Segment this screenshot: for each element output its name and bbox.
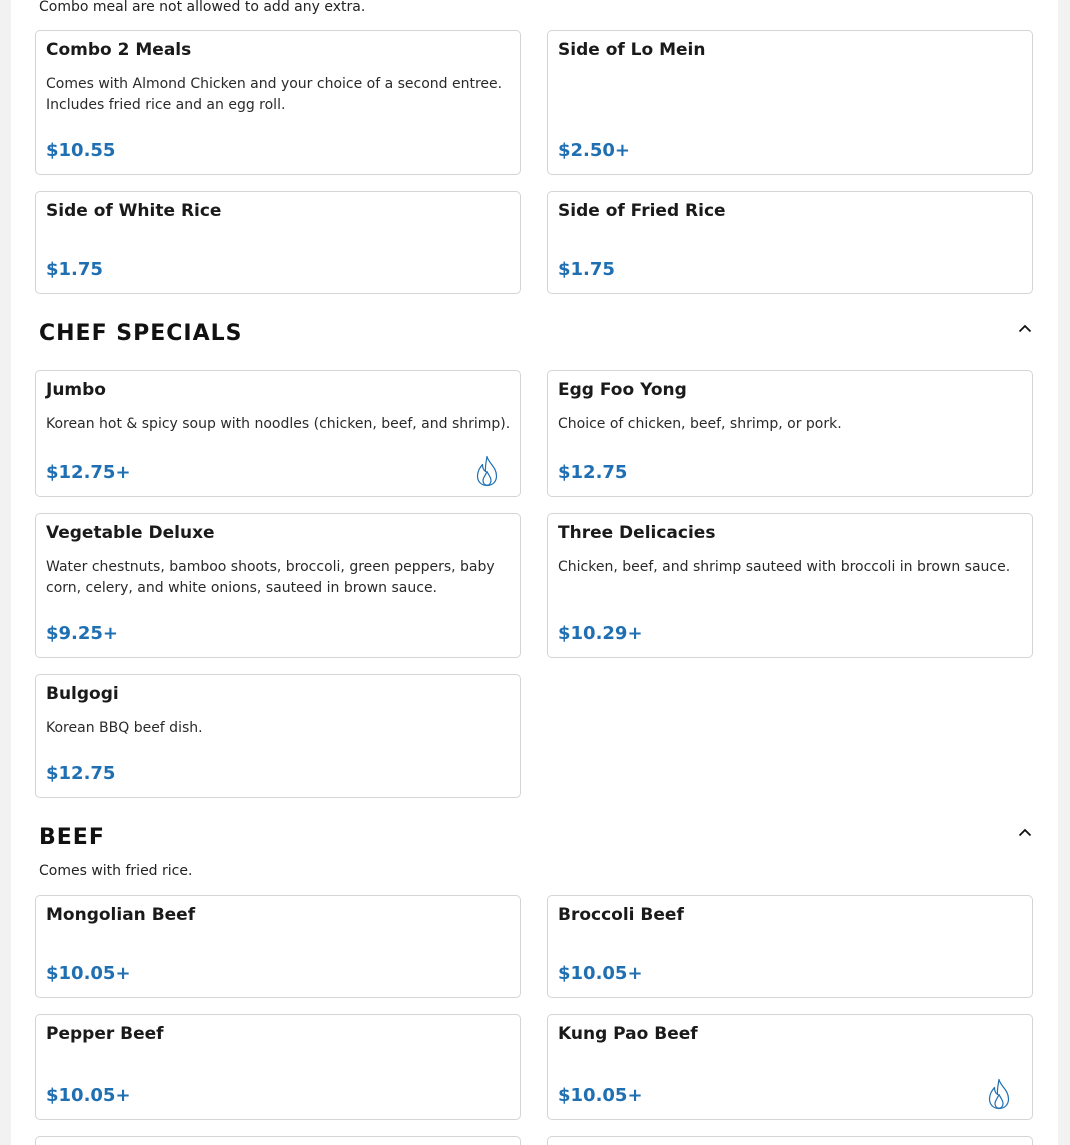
item-name: Side of Lo Mein (558, 40, 706, 60)
menu-item-card[interactable] (35, 1014, 521, 1120)
chevron-up-icon (1018, 324, 1032, 333)
menu-item-card[interactable] (547, 191, 1033, 294)
chevron-up-icon (1018, 828, 1032, 837)
menu-item-card[interactable] (35, 370, 521, 497)
collapse-beef-button[interactable] (1018, 827, 1032, 837)
item-name: Egg Foo Yong (558, 380, 687, 400)
item-name: Three Delicacies (558, 523, 716, 543)
item-name: Mongolian Beef (46, 905, 196, 925)
item-price: $1.75 (46, 259, 103, 280)
item-name: Side of Fried Rice (558, 201, 726, 221)
item-description: Korean BBQ beef dish. (46, 720, 203, 736)
item-price: $10.05+ (558, 963, 643, 984)
item-description: Choice of chicken, beef, shrimp, or pork. (558, 416, 842, 432)
combo-note: Combo meal are not allowed to add any extra. (39, 0, 366, 15)
item-name: Pepper Beef (46, 1024, 164, 1044)
flame-icon (474, 455, 500, 487)
menu-item-card[interactable] (547, 895, 1033, 998)
item-price: $10.29+ (558, 623, 643, 644)
item-description: Comes with Almond Chicken and your choice of a second entree. Includes fried rice and an egg roll. (46, 76, 503, 113)
item-name: Jumbo (46, 380, 106, 400)
item-name: Kung Pao Beef (558, 1024, 698, 1044)
menu-item-card[interactable] (35, 895, 521, 998)
item-price: $9.25+ (46, 623, 119, 644)
section-description-beef: Comes with fried rice. (39, 863, 193, 879)
section-title-beef: BEEF (39, 825, 105, 850)
menu-item-card[interactable] (35, 191, 521, 294)
item-name: Vegetable Deluxe (46, 523, 215, 543)
section-title-chef-specials: CHEF SPECIALS (39, 321, 243, 346)
item-price: $1.75 (558, 259, 615, 280)
item-price: $12.75 (558, 462, 628, 483)
menu-item-card[interactable] (35, 674, 521, 798)
item-price: $2.50+ (558, 140, 631, 161)
item-description: Chicken, beef, and shrimp sauteed with broccoli in brown sauce. (558, 559, 1011, 575)
item-price: $12.75+ (46, 462, 131, 483)
collapse-chef-specials-button[interactable] (1018, 323, 1032, 333)
item-price: $10.05+ (46, 1085, 131, 1106)
item-name: Combo 2 Meals (46, 40, 192, 60)
item-price: $12.75 (46, 763, 116, 784)
item-name: Bulgogi (46, 684, 119, 704)
item-price: $10.05+ (46, 963, 131, 984)
item-price: $10.55 (46, 140, 116, 161)
menu-panel (11, 0, 1058, 1145)
menu-item-card[interactable] (35, 30, 521, 175)
item-name: Broccoli Beef (558, 905, 684, 925)
menu-item-card[interactable] (547, 370, 1033, 497)
item-description: Korean hot & spicy soup with noodles (chicken, beef, and shrimp). (46, 416, 511, 432)
menu-item-card[interactable] (547, 513, 1033, 658)
item-name: Side of White Rice (46, 201, 222, 221)
menu-item-card[interactable] (35, 1136, 521, 1145)
item-description: Water chestnuts, bamboo shoots, broccoli, green peppers, baby corn, celery, and white onions, sauteed in brown sauce. (46, 559, 495, 596)
menu-item-card[interactable] (547, 1014, 1033, 1120)
flame-icon (986, 1078, 1012, 1110)
item-price: $10.05+ (558, 1085, 643, 1106)
menu-item-card[interactable] (35, 513, 521, 658)
menu-item-card[interactable] (547, 30, 1033, 175)
menu-item-card[interactable] (547, 1136, 1033, 1145)
